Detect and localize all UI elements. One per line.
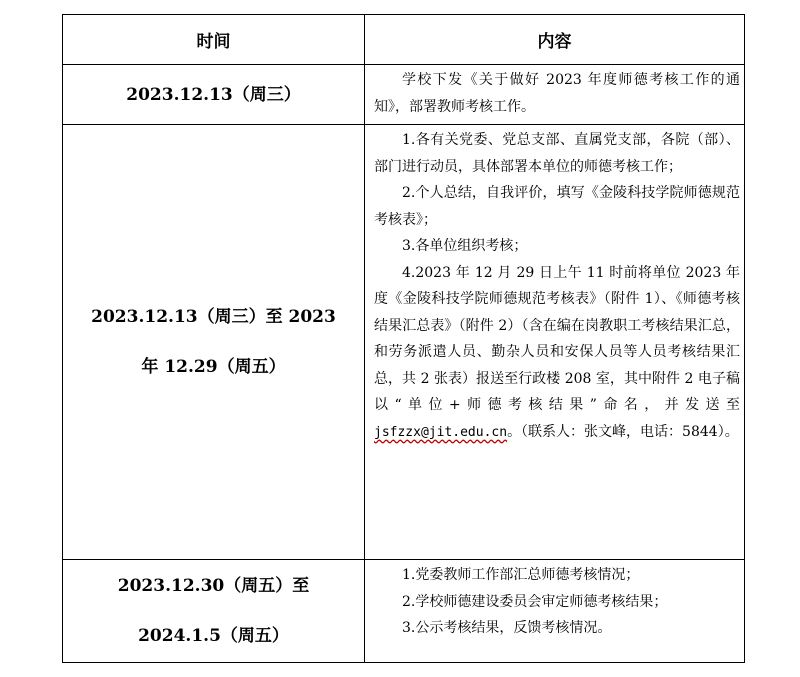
time-header: 时间 bbox=[63, 15, 365, 65]
content-header: 内容 bbox=[365, 15, 745, 65]
content-cell bbox=[365, 65, 745, 125]
time-cell bbox=[63, 560, 365, 663]
header-row bbox=[63, 15, 745, 65]
time-cell bbox=[63, 65, 365, 125]
time-text: 2023.12.13（周三） bbox=[126, 84, 301, 105]
content-paragraph: 1.党委教师工作部汇总师德考核情况； bbox=[402, 567, 640, 583]
content-cell bbox=[365, 560, 745, 663]
email-address: jsfzzx@jit.edu.cn bbox=[374, 424, 508, 440]
time-text: 2023.12.13（周三）至 2023 bbox=[91, 307, 336, 327]
submission-text: 4.2023 年 12 月 29 日上午 11 时前将单位 2023 年度《金陵科技学院师德规范考核表》（附件 1）、《师德考核结果汇总表》（附件 2）（含在编在岗教职工考核结果汇总，和劳务派遣人员、勤杂人员和安保人员等人员考核结果汇总，共 2 张表）报送至行政楼 208 室，其中附件 2 电子稿以“单位+师德考核结果”命名，并发送至 bbox=[374, 264, 740, 413]
time-text: 2023.12.30（周五）至 bbox=[117, 576, 310, 596]
content-paragraph: 3.各单位组织考核； bbox=[402, 238, 528, 254]
table-row bbox=[63, 560, 745, 663]
contact-text: 。（联系人：张文峰，电话：5844）。 bbox=[507, 423, 739, 440]
content-paragraph bbox=[374, 260, 740, 447]
content-paragraph: 2.个人总结，自我评价，填写《金陵科技学院师德规范考核表》； bbox=[374, 185, 740, 228]
table-row bbox=[63, 65, 745, 125]
content-paragraph: 1.各有关党委、党总支部、直属党支部，各院（部）、部门进行动员，具体部署本单位的师德考核工作； bbox=[374, 132, 740, 175]
time-cell bbox=[63, 125, 365, 560]
schedule-table bbox=[62, 14, 745, 663]
content-paragraph: 学校下发《关于做好 2023 年度师德考核工作的通知》，部署教师考核工作。 bbox=[374, 72, 740, 115]
content-paragraph: 2.学校师德建设委员会审定师德考核结果； bbox=[402, 593, 668, 610]
time-text: 2024.1.5（周五） bbox=[138, 626, 289, 646]
content-paragraph: 3.公示考核结果，反馈考核情况。 bbox=[402, 620, 612, 636]
content-cell bbox=[365, 125, 745, 560]
time-text: 年 12.29（周五） bbox=[141, 357, 286, 377]
table-row bbox=[63, 125, 745, 560]
